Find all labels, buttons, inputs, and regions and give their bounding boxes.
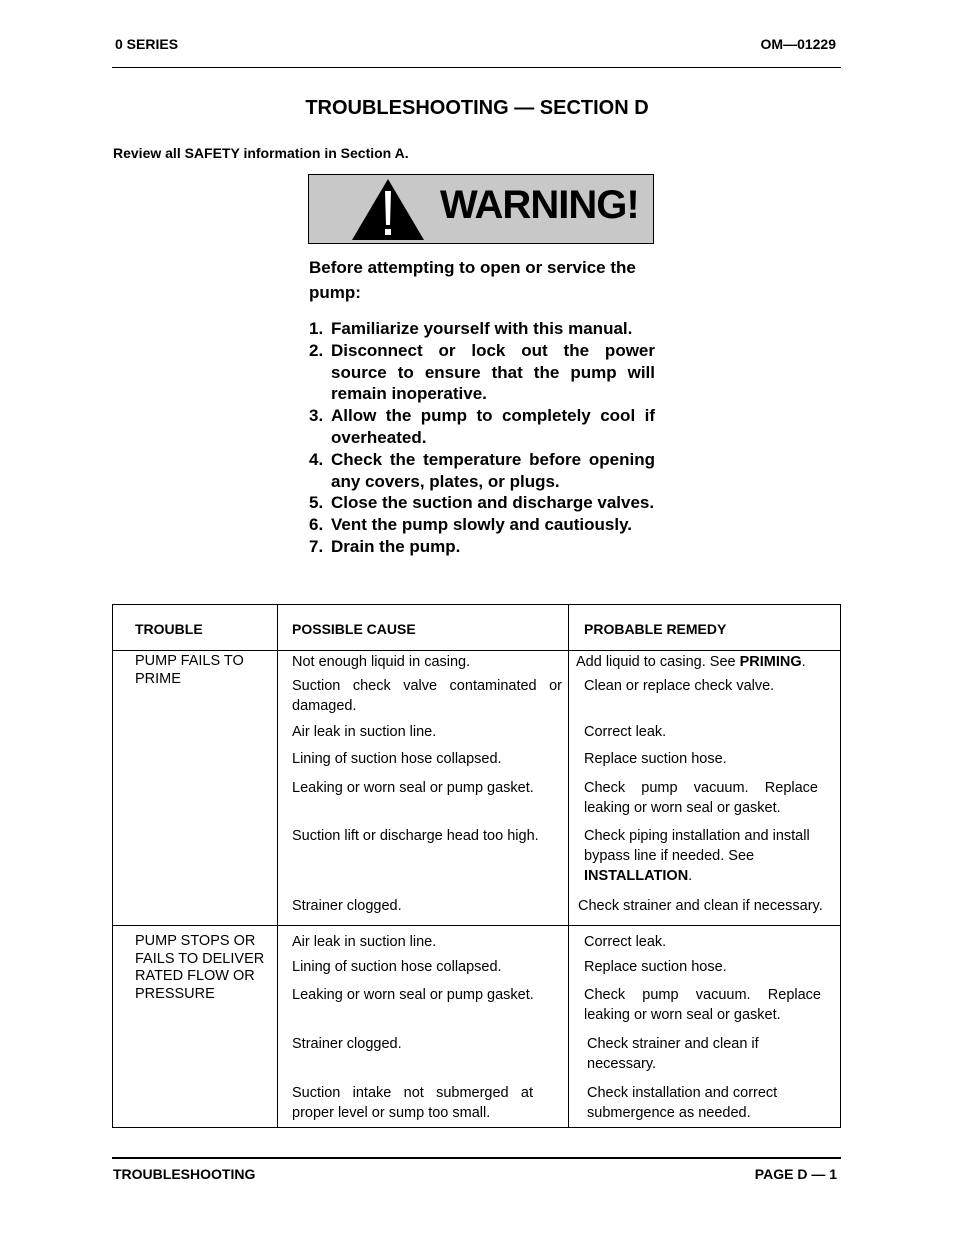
warning-step xyxy=(309,340,655,405)
cause-cell: Leaking or worn seal or pump gasket. xyxy=(292,780,534,796)
remedy-cell: Check pump vacuum. Replace leaking or worn seal or gasket. xyxy=(584,987,821,1023)
footer-rule xyxy=(112,1157,841,1159)
step-number: 7. xyxy=(309,536,324,556)
warning-intro: Before attempting to open or service the pump: xyxy=(309,258,636,302)
remedy-cell: Check piping installation and install bypass line if needed. See INSTALLATION. xyxy=(584,828,810,884)
remedy-cell: Replace suction hose. xyxy=(584,751,727,767)
remedy-cell: Clean or replace check valve. xyxy=(584,678,775,694)
cause-cell: Strainer clogged. xyxy=(292,1036,402,1052)
exclamation-triangle-icon xyxy=(350,177,426,241)
group-divider xyxy=(113,925,840,926)
remedy-cell: Correct leak. xyxy=(584,934,667,950)
remedy-cell: Replace suction hose. xyxy=(584,959,727,975)
step-number: 1. xyxy=(309,319,324,338)
step-text: Vent the pump slowly and cautiously. xyxy=(331,515,633,535)
warning-steps xyxy=(309,318,655,558)
page-title: TROUBLESHOOTING — SECTION D xyxy=(305,97,649,119)
column-divider xyxy=(277,605,278,1127)
header-row-divider xyxy=(113,650,840,651)
page-number: PAGE D — 1 xyxy=(754,1166,837,1182)
remedy-cell: Check strainer and clean if necessary. xyxy=(578,898,823,914)
remedy-cell: Correct leak. xyxy=(584,724,667,740)
column-header-cause: POSSIBLE CAUSE xyxy=(292,621,416,637)
warning-label: WARNING! xyxy=(440,183,639,227)
remedy-cell: Add liquid to casing. See PRIMING. xyxy=(576,654,806,670)
header-series: 0 SERIES xyxy=(115,36,179,52)
trouble-cell: PUMP FAILS TO PRIME xyxy=(135,653,244,687)
step-number: 2. xyxy=(309,340,324,360)
warning-banner xyxy=(308,174,654,244)
safety-review-note: Review all SAFETY information in Section A. xyxy=(113,145,409,161)
warning-step xyxy=(309,492,655,514)
cause-cell: Air leak in suction line. xyxy=(292,724,437,740)
warning-step xyxy=(309,405,655,449)
remedy-cell: Check installation and correct submergence as needed. xyxy=(587,1085,778,1121)
step-text: Close the suction and discharge valves. xyxy=(331,493,655,513)
warning-step xyxy=(309,449,655,493)
column-divider xyxy=(568,605,569,1127)
step-number: 5. xyxy=(309,493,324,513)
cause-cell: Lining of suction hose collapsed. xyxy=(292,959,502,975)
remedy-cell: Check strainer and clean if necessary. xyxy=(587,1036,759,1072)
step-text: Disconnect or lock out the power source to ensure that the pump will remain inoperative. xyxy=(331,340,655,404)
step-text: Check the temperature before opening any covers, plates, or plugs. xyxy=(331,449,655,491)
column-header-remedy: PROBABLE REMEDY xyxy=(584,621,727,637)
cause-cell: Suction check valve contaminated or damaged. xyxy=(292,678,562,714)
cause-cell: Lining of suction hose collapsed. xyxy=(292,751,502,767)
warning-step xyxy=(309,514,655,536)
step-text: Allow the pump to completely cool if overheated. xyxy=(331,406,655,447)
column-header-trouble: TROUBLE xyxy=(135,621,203,637)
remedy-cell: Check pump vacuum. Replace leaking or worn seal or gasket. xyxy=(584,780,818,816)
cause-cell: Suction lift or discharge head too high. xyxy=(292,828,539,844)
warning-step xyxy=(309,536,655,558)
cause-cell: Leaking or worn seal or pump gasket. xyxy=(292,987,534,1003)
step-number: 3. xyxy=(309,406,324,426)
troubleshooting-table xyxy=(112,604,841,1128)
warning-step xyxy=(309,318,655,340)
cause-cell: Suction intake not submerged at proper level or sump too small. xyxy=(292,1085,533,1121)
trouble-cell: PUMP STOPS OR FAILS TO DELIVER RATED FLOW OR PRESSURE xyxy=(135,933,265,1002)
cause-cell: Air leak in suction line. xyxy=(292,934,437,950)
cause-cell: Not enough liquid in casing. xyxy=(292,654,471,670)
footer-section: TROUBLESHOOTING xyxy=(113,1166,256,1182)
step-text: Drain the pump. xyxy=(331,536,461,556)
step-number: 6. xyxy=(309,515,324,535)
header-rule xyxy=(112,67,841,68)
step-number: 4. xyxy=(309,449,324,469)
cause-cell: Strainer clogged. xyxy=(292,898,402,914)
step-text: Familiarize yourself with this manual. xyxy=(331,319,633,338)
header-doc-number: OM—01229 xyxy=(760,36,836,52)
